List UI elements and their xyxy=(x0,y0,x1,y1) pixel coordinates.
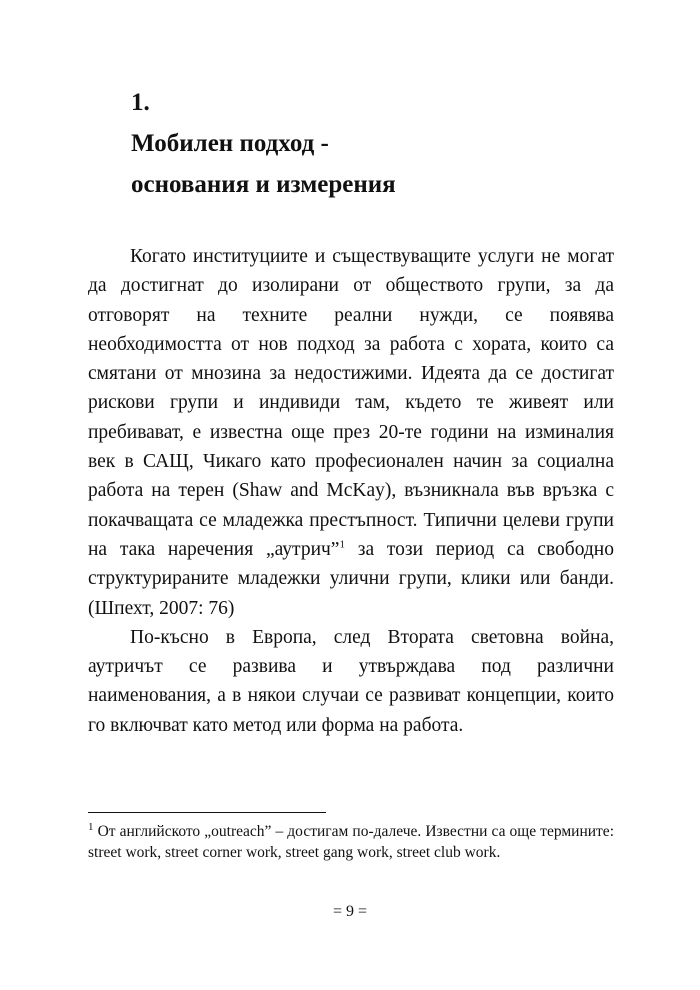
footnote-text: От английското „outreach” – достигам по-далече. Известни са още термините: street work, street corner work, street gang work, street club work. xyxy=(88,823,614,861)
body-text xyxy=(88,242,614,740)
paragraph-1 xyxy=(88,242,614,623)
footnote-separator xyxy=(88,812,326,813)
paragraph-2: По-късно в Европа, след Втората световна война, аутричът се развива и утвърждава под различни наименования, а в някои случаи се развиват концепции, които го включват като метод или форма на работа. xyxy=(88,626,614,736)
chapter-number: 1. xyxy=(131,89,150,116)
footnote-marker: 1 xyxy=(88,820,94,833)
footnote-reference: 1 xyxy=(339,538,345,551)
footnote xyxy=(88,822,614,863)
page-number: = 9 = xyxy=(332,903,368,920)
paragraph-1-text-continued: за този период са свободно структурираните младежки улични групи, клики или банди. (Шпехт, 2007: 76) xyxy=(88,538,614,619)
chapter-heading xyxy=(131,82,611,205)
chapter-title-line-1: Мобилен подход - xyxy=(131,130,329,157)
chapter-title-line-2: основания и измерения xyxy=(131,171,396,198)
paragraph-1-text: Когато институциите и съществуващите услуги не могат да достигнат до изолирани от обществото групи, за да отговорят на техните реални нужди, се появява необходимостта от нов подход за работа с хората, които са смятани от мнозина за недостижими. Идеята да се достигат рискови групи и индивиди там, където те живеят или пребивават, е известна още през 20-те години на изминалия век в САЩ, Чикаго като професионален начин за социална работа на терен (Shaw and McKay), възникнала във връзка с покачващата се младежка престъпност. Типични целеви групи на така наречения „аутрич” xyxy=(88,246,614,560)
